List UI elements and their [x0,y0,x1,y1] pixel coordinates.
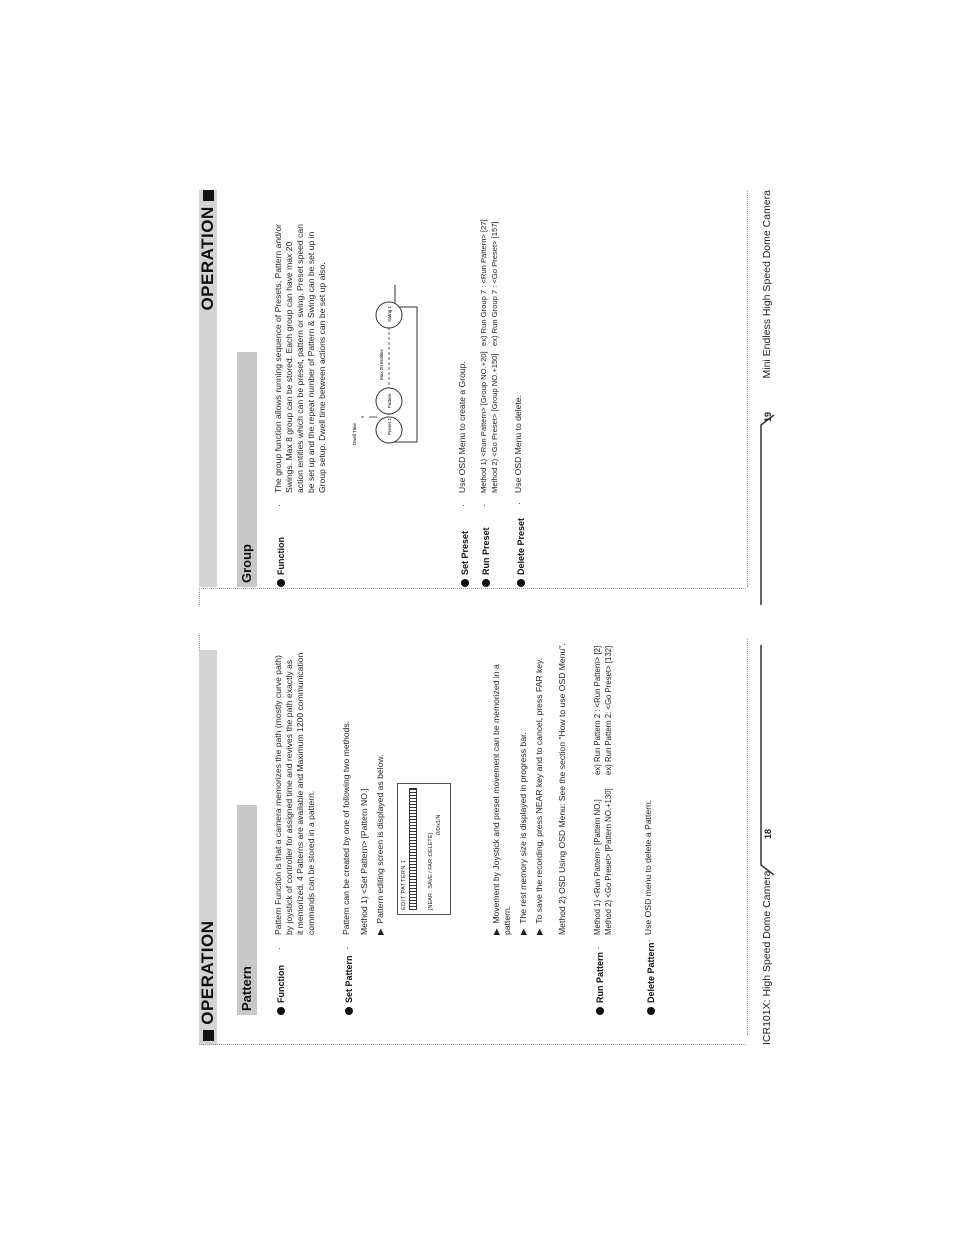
pattern-function-text: Pattern Function is that a camera memorizes the path (mostly curve path) by joystick of controller for assigned time and revives the path exactly as it memorized. 4 Patterns are available and Maximum 1200 communication commands can be stored in a pattern. [273,652,316,935]
set-preset-text: Use OSD Menu to create a Group. [457,361,467,493]
label-dwell: Dwell Time [352,422,357,445]
page-18 [199,635,780,1045]
label-function: Function [276,537,286,587]
header-title-left: OPERATION [199,920,217,1041]
node-pattern: Pattern [387,393,392,408]
bullet-icon [647,1007,655,1015]
osd-footer: [NEAR : SAVE / FAR :DELETE] [428,833,434,910]
page-number-left: 18 [763,828,773,839]
margin-rule [199,1044,746,1045]
editing-note: ▶ Pattern editing screen is displayed as below. [375,754,385,935]
label-set-pattern: Set Pattern [344,955,354,1015]
bullet-icon [277,1007,285,1015]
section-title-pattern: Pattern [239,966,254,1011]
node-preset: Preset 1 [387,418,392,435]
run-preset-methods: Method 1) <Run Pattern> [Group NO.+20]ex) Run Group 7 : <Run Pattern> [27] Method 2) <Go Preset> [Group NO.+150]ex) Run Group 7 : <Go Preset> [157] [479,219,499,493]
footer-right-text: Mini Endless High Speed Dome Camera [761,190,773,379]
bullet-icon [596,1007,604,1015]
dot-mark: · [644,939,654,942]
header-title-right: OPERATION [199,190,217,311]
dot-mark: · [458,504,468,507]
label-set-preset: Set Preset [460,531,470,587]
group-diagram [339,255,429,475]
set-pattern-method1: Method 1) <Set Pattern> [Pattern NO.] [359,788,369,935]
group-function-text: The group function allows running sequence of Presets, Pattern and/or Swings. Max 8 group can be stored. Each group can have max 20 action entities which can be preset, pattern or swing. Preset speed can be set up and the repeat number of Pattern & Swing can be set up in Group setup. Dwell time between actions can be set up also. [273,224,327,493]
dot-mark: · [514,502,524,505]
footer-left-text: ICR101X: High Speed Dome Camera [761,870,773,1045]
delete-pattern-text: Use OSD menu to delete a Pattern. [643,799,653,935]
pattern-method2: Method 2) OSD Using OSD Menu: See the section "How to use OSD Menu". [557,643,567,935]
dot-mark: · [274,504,284,507]
square-icon [203,190,214,201]
set-pattern-text: Pattern can be created by one of following two methods. [341,720,351,935]
page-19 [199,190,780,605]
label-run-pattern: Run Pattern [595,952,605,1015]
footer-tab-line [759,635,775,875]
delete-preset-text: Use OSD Menu to delete. [513,395,523,493]
label-delete-pattern: Delete Pattern [646,942,656,1015]
dot-mark: · [593,947,603,950]
label-delete-preset: Delete Preset [516,518,526,587]
node-swing: Swing 1 [387,305,392,322]
osd-progress-bar [409,788,417,910]
bottom-dotted-rule [747,191,748,587]
osd-counter: 0/0/x1/N [436,814,442,835]
label-run-preset: Run Preset [481,527,491,587]
pattern-notes: ▶ Movement by Joystick and preset movement can be memorized in a pattern. ▶ The rest memory size is displayed in progress bar. ▶ To save the recording, press NEAR key and to cancel, press FAR key. [491,657,544,935]
bullet-icon [345,1007,353,1015]
square-icon [203,1030,214,1041]
section-title-group: Group [239,544,254,583]
bottom-dotted-rule [747,639,748,1035]
osd-edit-screen [397,783,451,915]
osd-title: EDIT PATTERN 1 [401,859,407,910]
dot-mark: · [342,947,352,950]
run-pattern-methods: Method 1) <Run Pattern> [Pattern NO.]ex) Run Pattern 2 : <Run Pattern> [2] Method 2) <Go Preset> [Pattern NO.+130]ex) Run Pattern 2: <Go Preset> [132] [593,645,613,935]
bullet-icon [461,579,469,587]
bullet-icon [517,579,525,587]
label-function: Function [276,965,286,1015]
bullet-icon [277,579,285,587]
bullet-icon [482,579,490,587]
dot-mark: · [274,947,284,950]
footer-tab-line [759,405,775,605]
dot-mark: · [479,504,489,507]
label-max: Max 20 Entities [379,349,384,380]
document-spread [199,190,780,1045]
page-number-right: 19 [763,411,773,422]
